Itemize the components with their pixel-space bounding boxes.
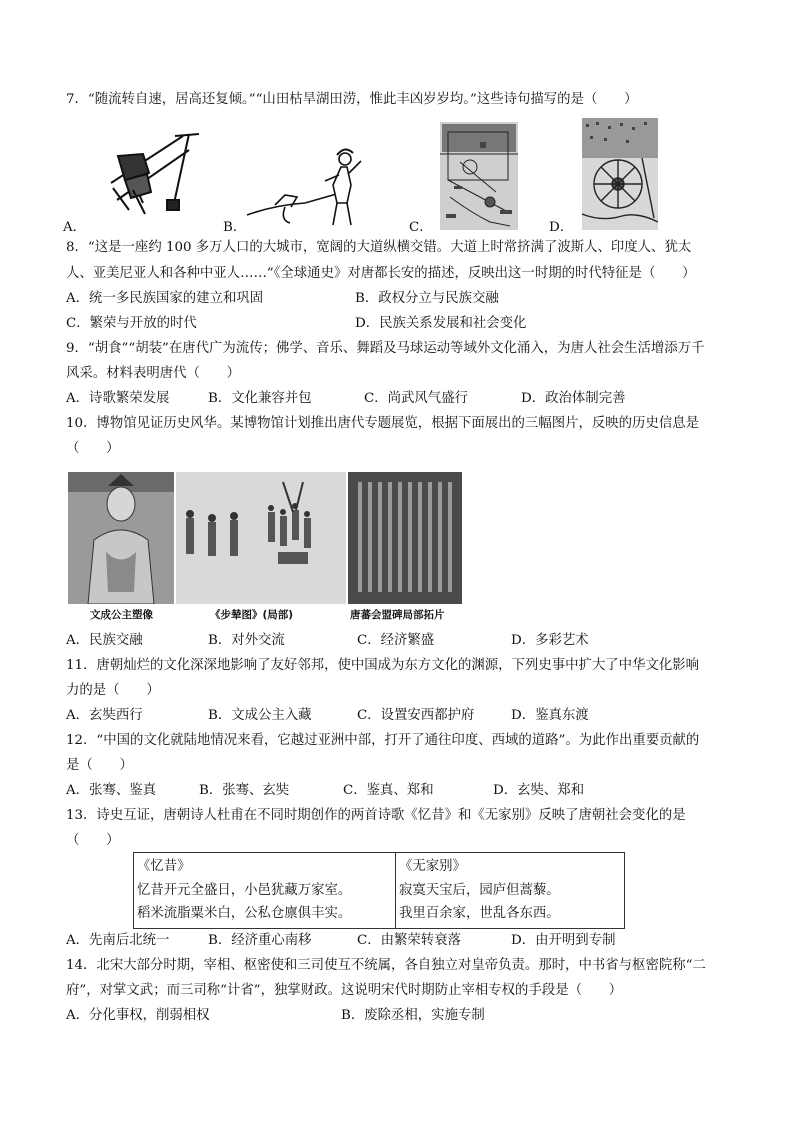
q8-option-c: C．繁荣与开放的时代 <box>66 316 197 331</box>
q13-line2: （ ） <box>66 833 120 848</box>
q9-line2: 风采。材料表明唐代（ ） <box>66 366 241 381</box>
q7-image-b <box>245 145 380 230</box>
q12-option-c: C．鉴真、郑和 <box>343 783 434 798</box>
poem-cell-yixi <box>134 853 396 929</box>
q7-label-d: D． <box>549 220 574 235</box>
poem-wujiabie-title: 《无家别》 <box>399 859 466 874</box>
q14-line1: 14．北宋大部分时期，宰相、枢密使和三司使互不统属，各自独立对皇帝负责。那时，中书省与枢密院称“二 <box>66 958 706 973</box>
q10-option-c: C．经济繁盛 <box>357 633 435 648</box>
q13-option-c: C．由繁荣转衰落 <box>357 933 461 948</box>
q12-option-d: D．玄奘、郑和 <box>493 783 585 798</box>
q9-option-a: A．诗歌繁荣发展 <box>66 391 170 406</box>
q7-stem: 7．“随流转自速，居高还复倾。”“山田枯旱湖田涝，惟此丰凶岁岁均。”这些诗句描写的是（ ） <box>66 92 638 107</box>
q7-image-d <box>582 118 658 230</box>
q11-line1: 11．唐朝灿烂的文化深深地影响了友好邻邦，使中国成为东方文化的渊源，下列史事中扩大了中华文化影响 <box>66 658 700 673</box>
q10-caption-1: 文成公主塑像 <box>90 609 153 621</box>
q10-line1: 10．博物馆见证历史风华。某博物馆计划推出唐代专题展览，根据下面展出的三幅图片，反映的历史信息是 <box>66 416 700 431</box>
q13-poem-table <box>133 852 625 929</box>
q11-line2: 力的是（ ） <box>66 683 160 698</box>
poem-yixi-title: 《忆昔》 <box>137 859 191 874</box>
q9-option-c: C．尚武风气盛行 <box>364 391 468 406</box>
q9-option-b: B．文化兼容并包 <box>208 391 312 406</box>
q7-image-a <box>103 128 203 218</box>
q14-line2: 府”，对掌文武；而三司称“计省”，独掌财政。这说明宋代时期防止宰相专权的手段是（ ） <box>66 983 623 998</box>
q10-option-d: D．多彩艺术 <box>511 633 589 648</box>
q12-option-b: B．张骞、玄奘 <box>199 783 290 798</box>
q9-option-d: D．政治体制完善 <box>521 391 626 406</box>
q10-caption-3: 唐蕃会盟碑局部拓片 <box>350 609 445 621</box>
q8-option-b: B．政权分立与民族交融 <box>355 291 499 306</box>
q11-option-a: A．玄奘西行 <box>66 708 143 723</box>
q7-label-a: A． <box>63 220 87 235</box>
q13-line1: 13．诗史互证，唐朝诗人杜甫在不同时期创作的两首诗歌《忆昔》和《无家别》反映了唐朝社会变化的是 <box>66 808 686 823</box>
q13-option-b: B．经济重心南移 <box>208 933 312 948</box>
poem-wujiabie-line: 寂寞天宝后，园庐但蒿藜。 <box>399 882 560 898</box>
q10-caption-2: 《步辇图》(局部) <box>210 609 294 621</box>
q14-option-b: B．废除丞相，实施专制 <box>341 1008 485 1023</box>
q12-line1: 12．“中国的文化就陆地情况来看，它越过亚洲中部，打开了通往印度、西域的道路”。为此作出重要贡献的 <box>66 733 700 748</box>
q9-line1: 9．“胡食”“胡装”在唐代广为流传；佛学、音乐、舞蹈及马球运动等域外文化涌入，为唐人社会生活增添万千 <box>66 341 705 356</box>
q13-option-d: D．由开明到专制 <box>511 933 616 948</box>
q10-images <box>68 472 462 604</box>
q11-option-d: D．鉴真东渡 <box>511 708 589 723</box>
poem-yixi-line: 稻米流脂粟米白，公私仓廪俱丰实。 <box>137 906 352 921</box>
q10-line2: （ ） <box>66 441 120 456</box>
poem-cell-wujiabie <box>396 853 625 929</box>
poem-wujiabie-line: 我里百余家，世乱各东西。 <box>399 906 560 921</box>
q12-option-a: A．张骞、鉴真 <box>66 783 157 798</box>
q12-line2: 是（ ） <box>66 758 133 773</box>
poem-yixi-line: 忆昔开元全盛日，小邑犹藏万家室。 <box>137 882 352 898</box>
q11-option-b: B．文成公主入藏 <box>208 708 312 723</box>
q7-label-c: C． <box>409 220 433 235</box>
q10-option-b: B．对外交流 <box>208 633 285 648</box>
q14-option-a: A．分化事权，削弱相权 <box>66 1008 210 1023</box>
q8-option-d: D．民族关系发展和社会变化 <box>355 316 527 331</box>
q11-option-c: C．设置安西都护府 <box>357 708 475 723</box>
q10-option-a: A．民族交融 <box>66 633 143 648</box>
q13-option-a: A．先南后北统一 <box>66 933 170 948</box>
q7-image-c <box>440 122 518 230</box>
q7-label-b: B． <box>223 220 247 235</box>
q8-line2: 人、亚美尼亚人和各种中亚人……”《全球通史》对唐都长安的描述，反映出这一时期的时代特征是（ ） <box>66 266 696 281</box>
q8-option-a: A．统一多民族国家的建立和巩固 <box>66 291 264 306</box>
q8-line1: 8．“这是一座约 100 多万人口的大城市，宽阔的大道纵横交错。大道上时常挤满了波斯人、印度人、犹太 <box>66 240 692 255</box>
